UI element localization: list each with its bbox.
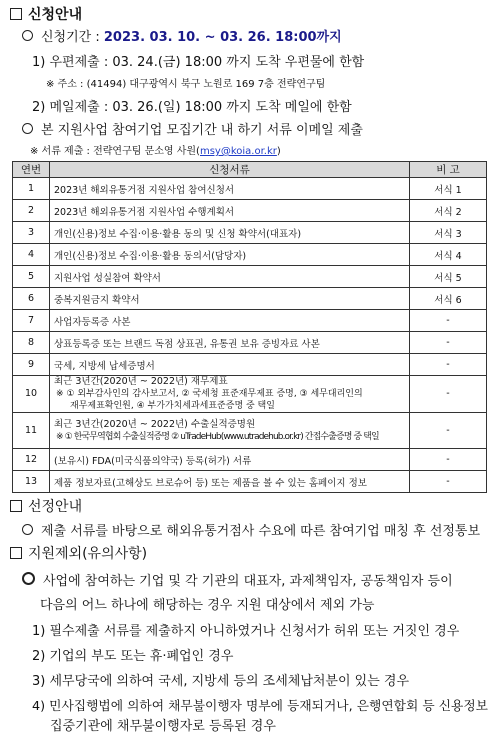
address-line: ※ 주소 : (41494) 대구광역시 북구 노원로 169 7층 전략연구팀 xyxy=(46,79,326,90)
checkbox-square-icon xyxy=(10,547,22,559)
row-note: - xyxy=(410,471,487,493)
table-row xyxy=(13,354,487,376)
row-doc-sub: ※ ① 외부감사인의 감사보고서, ② 국세청 표준재무제표 증명, ③ 세무대리인의 xyxy=(56,389,363,399)
table-row xyxy=(13,222,487,244)
table-row xyxy=(13,471,487,493)
row-note: 서식 6 xyxy=(410,288,487,310)
row-doc: 최근 3년간(2020년 ~ 2022년) 재무제표 xyxy=(54,376,228,387)
table-row xyxy=(13,200,487,222)
checkbox-square-icon xyxy=(10,8,22,20)
row-no: 7 xyxy=(13,310,50,332)
exclusion-item: 3) 세무당국에 의하여 국세, 지방세 등의 조세체납처분이 있는 경우 xyxy=(32,674,410,689)
row-note: 서식 5 xyxy=(410,266,487,288)
header-no: 연번 xyxy=(13,162,50,178)
circle-bullet-icon xyxy=(22,123,33,134)
circle-bullet-icon xyxy=(22,572,35,585)
notice-line xyxy=(22,119,363,138)
row-note: 서식 1 xyxy=(410,178,487,200)
table-row xyxy=(13,288,487,310)
table-row xyxy=(13,376,487,413)
selection-line xyxy=(22,520,480,539)
row-doc: 중복지원금지 확약서 xyxy=(50,288,410,310)
row-doc: 2023년 해외유통거점 지원사업 참여신청서 xyxy=(50,178,410,200)
exclusion-item-cont: 집중기관에 채무불이행자로 등록된 경우 xyxy=(50,719,276,734)
section-signup xyxy=(10,4,82,24)
notice-text: 본 지원사업 참여기업 모집기간 내 하기 서류 이메일 제출 xyxy=(41,123,363,138)
row-no: 3 xyxy=(13,222,50,244)
required-documents-table xyxy=(12,161,487,493)
section-selection xyxy=(10,496,82,516)
row-doc: 개인(신용)정보 수집·이용·활용 동의 및 신청 확약서(대표자) xyxy=(50,222,410,244)
exclusion-item: 1) 필수제출 서류를 제출하지 아니하였거나 신청서가 허위 또는 거짓인 경우 xyxy=(32,624,460,639)
section-title: 지원제외(유의사항) xyxy=(28,546,148,562)
contact-prefix: ※ 서류 제출 : 전략연구팀 문소영 사원( xyxy=(30,146,200,157)
exclusion-intro-text: 사업에 참여하는 기업 및 각 기관의 대표자, 과제책임자, 공동책임자 등이 xyxy=(43,574,453,589)
row-note: 서식 4 xyxy=(410,244,487,266)
table-row xyxy=(13,413,487,449)
row-no: 9 xyxy=(13,354,50,376)
row-doc-sub: ※ ① 한국무역협회 수출실적증명 ② uTradeHub(www.utradehub.or.kr) 간접수출증명 중 택일 xyxy=(56,431,379,442)
section-title: 신청안내 xyxy=(28,7,83,23)
table-row xyxy=(13,310,487,332)
row-no: 6 xyxy=(13,288,50,310)
row-no: 11 xyxy=(13,413,50,449)
row-note: - xyxy=(410,332,487,354)
contact-email-link[interactable]: msy@koia.or.kr xyxy=(199,146,277,157)
row-no: 8 xyxy=(13,332,50,354)
row-doc: (보유시) FDA(미국식품의약국) 등록(허가) 서류 xyxy=(50,449,410,471)
row-note: - xyxy=(410,376,487,413)
row-doc: 개인(신용)정보 수집·이용·활용 동의서(담당자) xyxy=(50,244,410,266)
row-doc: 국세, 지방세 납세증명서 xyxy=(50,354,410,376)
row-doc: 사업자등록증 사본 xyxy=(50,310,410,332)
row-note: - xyxy=(410,310,487,332)
exclusion-intro xyxy=(22,570,453,589)
contact-line xyxy=(30,142,281,157)
circle-bullet-icon xyxy=(22,524,33,535)
row-note: - xyxy=(410,449,487,471)
checkbox-square-icon xyxy=(10,500,22,512)
row-note: 서식 2 xyxy=(410,200,487,222)
email-submit-line: 2) 메일제출 : 03. 26.(일) 18:00 까지 도착 메일에 한함 xyxy=(32,100,352,115)
row-no: 1 xyxy=(13,178,50,200)
row-doc-sub: 재무제표확인원, ④ 부가가치세과세표준증명 중 택일 xyxy=(70,401,275,411)
table-header-row xyxy=(13,162,487,178)
section-exclusion xyxy=(10,543,147,563)
contact-suffix: ) xyxy=(276,146,281,157)
header-doc: 신청서류 xyxy=(50,162,410,178)
table-row xyxy=(13,178,487,200)
row-doc-cell xyxy=(50,413,410,449)
period-value: 2023. 03. 10. ~ 03. 26. 18:00까지 xyxy=(103,30,342,45)
row-doc: 제품 정보자료(고해상도 브로슈어 등) 또는 제품을 볼 수 있는 홈페이지 정보 xyxy=(50,471,410,493)
circle-bullet-icon xyxy=(22,30,33,41)
mail-line: 1) 우편제출 : 03. 24.(금) 18:00 까지 도착 우편물에 한함 xyxy=(32,55,365,70)
section-title: 선정안내 xyxy=(28,499,83,515)
selection-text: 제출 서류를 바탕으로 해외유통거점사 수요에 따른 참여기업 매칭 후 선정통보 xyxy=(41,524,481,539)
exclusion-intro-cont: 다음의 어느 하나에 해당하는 경우 지원 대상에서 제외 가능 xyxy=(40,598,375,613)
row-no: 13 xyxy=(13,471,50,493)
row-no: 10 xyxy=(13,376,50,413)
row-doc: 2023년 해외유통거점 지원사업 수행계획서 xyxy=(50,200,410,222)
period-label: 신청기간 : xyxy=(41,30,100,45)
row-doc: 상표등록증 또는 브랜드 독점 상표권, 유통권 보유 증빙자료 사본 xyxy=(50,332,410,354)
table-row xyxy=(13,332,487,354)
row-note: - xyxy=(410,413,487,449)
row-doc-cell xyxy=(50,376,410,413)
row-doc: 최근 3년간(2020년 ~ 2022년) 수출실적증명원 xyxy=(54,418,256,430)
table-row xyxy=(13,244,487,266)
row-note: 서식 3 xyxy=(410,222,487,244)
row-no: 5 xyxy=(13,266,50,288)
row-note: - xyxy=(410,354,487,376)
row-doc: 지원사업 성실참여 확약서 xyxy=(50,266,410,288)
exclusion-item: 4) 민사집행법에 의하여 채무불이행자 명부에 등재되거나, 은행연합회 등 신용정보 xyxy=(32,699,489,714)
period-line xyxy=(22,26,342,45)
row-no: 2 xyxy=(13,200,50,222)
header-note: 비 고 xyxy=(410,162,487,178)
row-no: 12 xyxy=(13,449,50,471)
table-row xyxy=(13,449,487,471)
row-no: 4 xyxy=(13,244,50,266)
table-row xyxy=(13,266,487,288)
exclusion-item: 2) 기업의 부도 또는 휴·폐업인 경우 xyxy=(32,649,234,664)
